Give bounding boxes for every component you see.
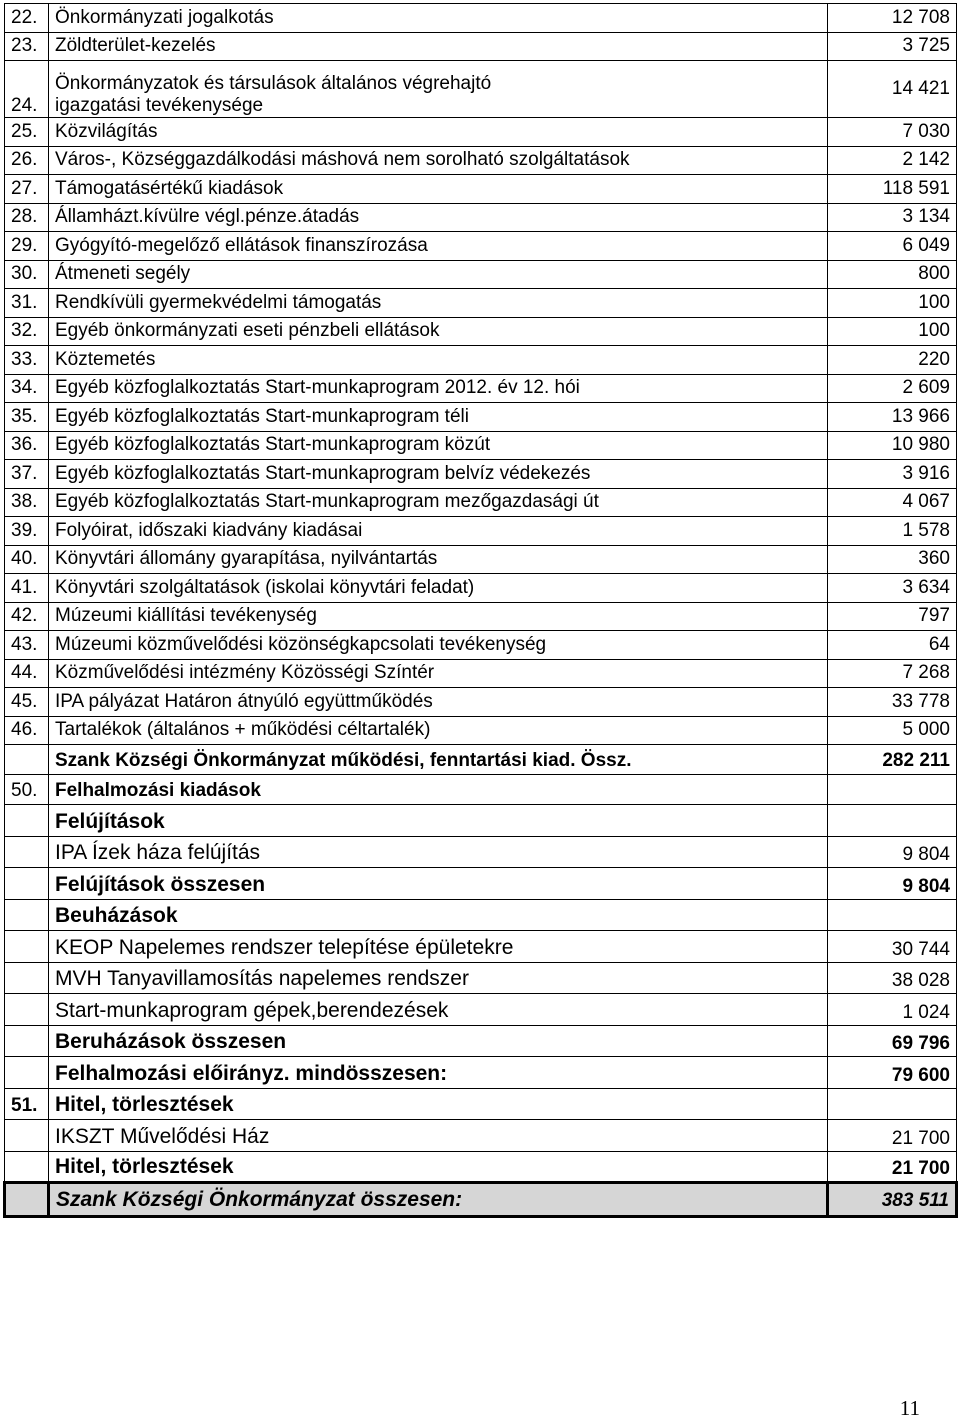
row-label: Könyvtári szolgáltatások (iskolai könyvtári feladat) bbox=[49, 574, 828, 603]
row-amount: 800 bbox=[828, 260, 957, 289]
row-number: 33. bbox=[5, 346, 49, 375]
row-label: Egyéb közfoglalkoztatás Start-munkaprogram belvíz védekezés bbox=[49, 460, 828, 489]
row-amount: 13 966 bbox=[828, 403, 957, 432]
row-amount: 9 804 bbox=[828, 836, 957, 868]
row-number: 35. bbox=[5, 403, 49, 432]
row-amount: 2 609 bbox=[828, 374, 957, 403]
row-amount: 220 bbox=[828, 346, 957, 375]
row-number: 31. bbox=[5, 289, 49, 318]
row-number: 24. bbox=[5, 61, 49, 118]
row-label: KEOP Napelemes rendszer telepítése épületekre bbox=[49, 931, 828, 963]
row-number bbox=[5, 868, 49, 900]
row-amount: 64 bbox=[828, 631, 957, 660]
table-row bbox=[5, 688, 957, 717]
row-label: Közvilágítás bbox=[49, 118, 828, 147]
row-amount: 33 778 bbox=[828, 688, 957, 717]
row-amount: 7 268 bbox=[828, 659, 957, 688]
table-row bbox=[5, 994, 957, 1026]
row-label: Egyéb közfoglalkoztatás Start-munkaprogram mezőgazdasági út bbox=[49, 488, 828, 517]
row-number bbox=[5, 745, 49, 775]
row-number: 46. bbox=[5, 716, 49, 745]
row-number bbox=[5, 994, 49, 1026]
row-number: 25. bbox=[5, 118, 49, 147]
row-label: Köztemetés bbox=[49, 346, 828, 375]
row-amount: 118 591 bbox=[828, 175, 957, 204]
row-number: 43. bbox=[5, 631, 49, 660]
row-amount: 282 211 bbox=[828, 745, 957, 775]
row-amount: 5 000 bbox=[828, 716, 957, 745]
row-label: Szank Községi Önkormányzat összesen: bbox=[49, 1183, 828, 1217]
row-amount: 21 700 bbox=[828, 1120, 957, 1152]
table-row bbox=[5, 488, 957, 517]
row-label: Rendkívüli gyermekvédelmi támogatás bbox=[49, 289, 828, 318]
section-header-row bbox=[5, 805, 957, 837]
row-number bbox=[5, 931, 49, 963]
row-amount: 1 578 bbox=[828, 517, 957, 546]
row-label: Start-munkaprogram gépek,berendezések bbox=[49, 994, 828, 1026]
table-row bbox=[5, 4, 957, 33]
row-number: 27. bbox=[5, 175, 49, 204]
row-amount: 69 796 bbox=[828, 1025, 957, 1057]
row-label: Államházt.kívülre végl.pénze.átadás bbox=[49, 203, 828, 232]
row-number: 38. bbox=[5, 488, 49, 517]
row-label: Egyéb önkormányzati eseti pénzbeli ellátások bbox=[49, 317, 828, 346]
row-number: 22. bbox=[5, 4, 49, 33]
row-number: 41. bbox=[5, 574, 49, 603]
subtotal-row bbox=[5, 868, 957, 900]
row-number bbox=[5, 836, 49, 868]
row-label: IKSZT Művelődési Ház bbox=[49, 1120, 828, 1152]
table-row bbox=[5, 232, 957, 261]
budget-table bbox=[3, 3, 958, 1218]
subtotal-row bbox=[5, 745, 957, 775]
section-header-row bbox=[5, 899, 957, 931]
row-amount: 9 804 bbox=[828, 868, 957, 900]
row-label: Tartalékok (általános + működési céltartalék) bbox=[49, 716, 828, 745]
row-label: Közművelődési intézmény Közösségi Színtér bbox=[49, 659, 828, 688]
row-number: 44. bbox=[5, 659, 49, 688]
subtotal-row bbox=[5, 1151, 957, 1183]
row-amount: 38 028 bbox=[828, 962, 957, 994]
row-number: 45. bbox=[5, 688, 49, 717]
row-amount: 360 bbox=[828, 545, 957, 574]
row-amount: 100 bbox=[828, 289, 957, 318]
row-number: 39. bbox=[5, 517, 49, 546]
row-amount: 12 708 bbox=[828, 4, 957, 33]
row-number bbox=[5, 899, 49, 931]
row-amount: 100 bbox=[828, 317, 957, 346]
row-number bbox=[5, 805, 49, 837]
row-amount bbox=[828, 775, 957, 805]
table-row bbox=[5, 203, 957, 232]
row-number: 23. bbox=[5, 32, 49, 61]
row-amount: 14 421 bbox=[828, 61, 957, 118]
row-label: Felhalmozási kiadások bbox=[49, 775, 828, 805]
row-amount: 10 980 bbox=[828, 431, 957, 460]
row-number: 34. bbox=[5, 374, 49, 403]
subtotal-row bbox=[5, 1057, 957, 1089]
table-row bbox=[5, 716, 957, 745]
subtotal-row bbox=[5, 1025, 957, 1057]
row-amount: 4 067 bbox=[828, 488, 957, 517]
table-row bbox=[5, 403, 957, 432]
row-amount: 2 142 bbox=[828, 146, 957, 175]
row-label: Múzeumi kiállítási tevékenység bbox=[49, 602, 828, 631]
row-label: Önkormányzatok és társulások általános végrehajtó igazgatási tevékenysége bbox=[49, 61, 828, 118]
table-row bbox=[5, 146, 957, 175]
table-row bbox=[5, 1120, 957, 1152]
row-number: 36. bbox=[5, 431, 49, 460]
row-number bbox=[5, 1151, 49, 1183]
row-label: MVH Tanyavillamosítás napelemes rendszer bbox=[49, 962, 828, 994]
table-row bbox=[5, 118, 957, 147]
table-row bbox=[5, 517, 957, 546]
row-amount: 3 916 bbox=[828, 460, 957, 489]
row-amount: 3 134 bbox=[828, 203, 957, 232]
row-number bbox=[5, 1057, 49, 1089]
row-amount: 21 700 bbox=[828, 1151, 957, 1183]
row-label: Hitel, törlesztések bbox=[49, 1088, 828, 1120]
table-row bbox=[5, 836, 957, 868]
row-number: 32. bbox=[5, 317, 49, 346]
row-number bbox=[5, 962, 49, 994]
table-row bbox=[5, 460, 957, 489]
table-row bbox=[5, 32, 957, 61]
row-number: 51. bbox=[5, 1088, 49, 1120]
row-number bbox=[5, 1025, 49, 1057]
row-label: Könyvtári állomány gyarapítása, nyilvántartás bbox=[49, 545, 828, 574]
table-row bbox=[5, 175, 957, 204]
table-row bbox=[5, 346, 957, 375]
row-label: Folyóirat, időszaki kiadvány kiadásai bbox=[49, 517, 828, 546]
row-label: Beuházások bbox=[49, 899, 828, 931]
row-label: Szank Községi Önkormányzat működési, fenntartási kiad. Össz. bbox=[49, 745, 828, 775]
row-amount: 79 600 bbox=[828, 1057, 957, 1089]
row-label: Beruházások összesen bbox=[49, 1025, 828, 1057]
row-number: 40. bbox=[5, 545, 49, 574]
section-header-row bbox=[5, 1088, 957, 1120]
row-label: Gyógyító-megelőző ellátások finanszírozása bbox=[49, 232, 828, 261]
row-label: IPA Ízek háza felújítás bbox=[49, 836, 828, 868]
row-label: Támogatásértékű kiadások bbox=[49, 175, 828, 204]
row-number bbox=[5, 1183, 49, 1217]
table-row bbox=[5, 317, 957, 346]
row-number: 26. bbox=[5, 146, 49, 175]
row-number: 28. bbox=[5, 203, 49, 232]
section-header-row bbox=[5, 775, 957, 805]
row-label: Felújítások bbox=[49, 805, 828, 837]
row-label: Önkormányzati jogalkotás bbox=[49, 4, 828, 33]
table-row bbox=[5, 431, 957, 460]
row-number: 29. bbox=[5, 232, 49, 261]
table-row bbox=[5, 374, 957, 403]
row-amount: 3 725 bbox=[828, 32, 957, 61]
row-amount: 383 511 bbox=[828, 1183, 957, 1217]
row-label: Város-, Községgazdálkodási máshová nem sorolható szolgáltatások bbox=[49, 146, 828, 175]
row-label: IPA pályázat Határon átnyúló együttműködés bbox=[49, 688, 828, 717]
table-row bbox=[5, 962, 957, 994]
page-number: 11 bbox=[899, 1396, 920, 1420]
table-row bbox=[5, 61, 957, 118]
row-amount: 7 030 bbox=[828, 118, 957, 147]
row-amount bbox=[828, 1088, 957, 1120]
row-amount bbox=[828, 805, 957, 837]
row-label: Múzeumi közművelődési közönségkapcsolati tevékenység bbox=[49, 631, 828, 660]
table-row bbox=[5, 602, 957, 631]
table-row bbox=[5, 289, 957, 318]
table-row bbox=[5, 659, 957, 688]
row-label: Egyéb közfoglalkoztatás Start-munkaprogram közút bbox=[49, 431, 828, 460]
table-row bbox=[5, 631, 957, 660]
table-row bbox=[5, 574, 957, 603]
row-amount: 3 634 bbox=[828, 574, 957, 603]
row-amount: 6 049 bbox=[828, 232, 957, 261]
grand-total-row bbox=[5, 1183, 957, 1217]
row-label: Felhalmozási előirányz. mindösszesen: bbox=[49, 1057, 828, 1089]
row-number bbox=[5, 1120, 49, 1152]
row-number: 30. bbox=[5, 260, 49, 289]
row-label: Zöldterület-kezelés bbox=[49, 32, 828, 61]
row-number: 37. bbox=[5, 460, 49, 489]
row-number: 50. bbox=[5, 775, 49, 805]
row-amount bbox=[828, 899, 957, 931]
row-amount: 30 744 bbox=[828, 931, 957, 963]
row-label: Hitel, törlesztések bbox=[49, 1151, 828, 1183]
row-amount: 797 bbox=[828, 602, 957, 631]
table-row bbox=[5, 545, 957, 574]
row-label: Egyéb közfoglalkoztatás Start-munkaprogram téli bbox=[49, 403, 828, 432]
row-amount: 1 024 bbox=[828, 994, 957, 1026]
row-label: Egyéb közfoglalkoztatás Start-munkaprogram 2012. év 12. hói bbox=[49, 374, 828, 403]
table-row bbox=[5, 931, 957, 963]
row-label: Felújítások összesen bbox=[49, 868, 828, 900]
row-number: 42. bbox=[5, 602, 49, 631]
row-label: Átmeneti segély bbox=[49, 260, 828, 289]
table-row bbox=[5, 260, 957, 289]
